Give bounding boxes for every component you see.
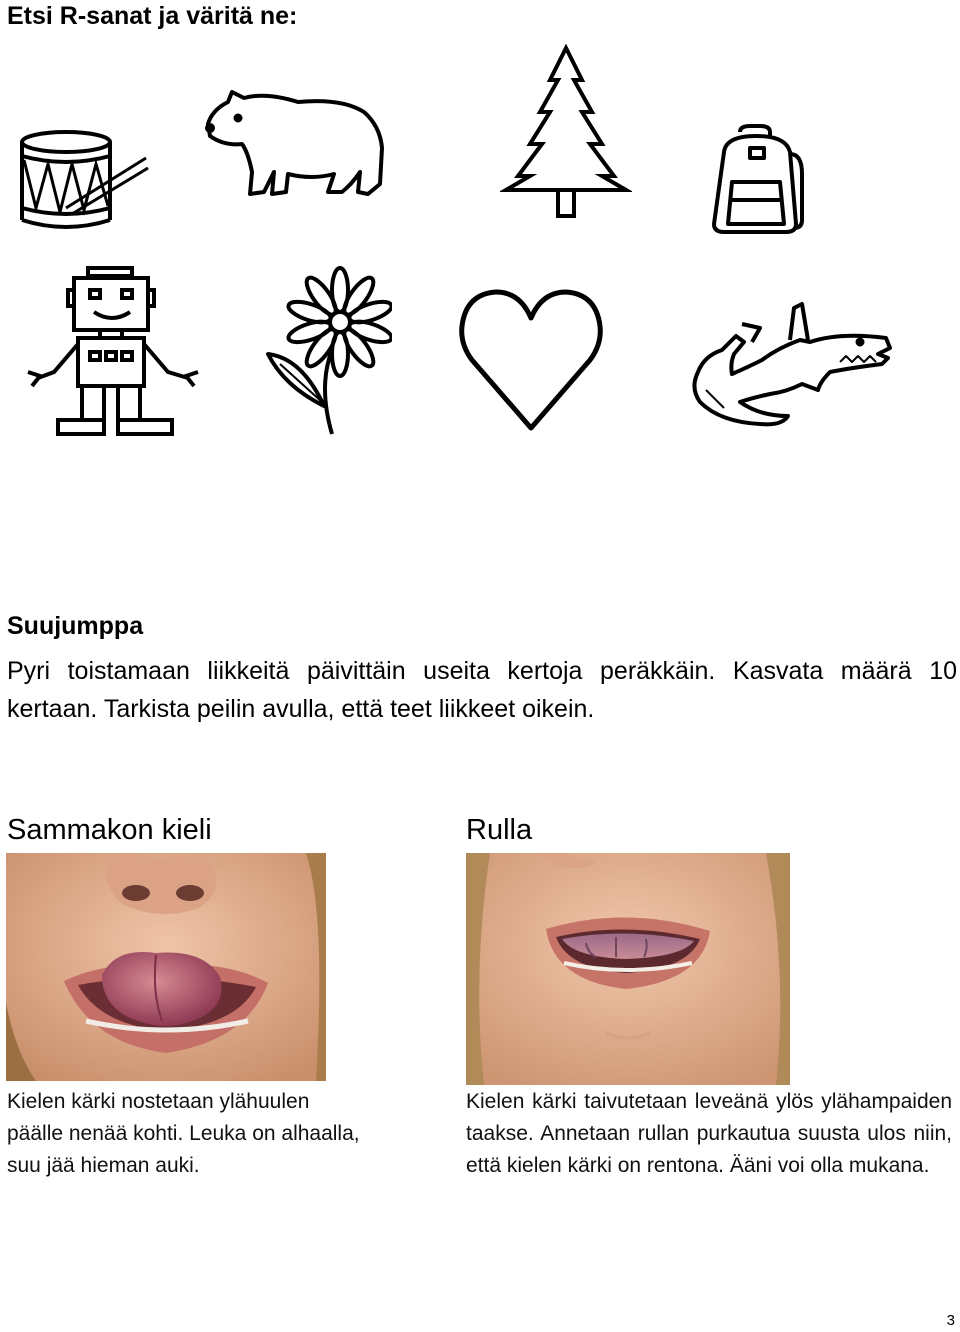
crocodile-icon [690, 298, 896, 430]
exercise-title-sammakon-kieli: Sammakon kieli [7, 814, 212, 846]
exercise-title-rulla: Rulla [466, 814, 533, 846]
bear-icon [202, 88, 388, 200]
page-number: 3 [946, 1312, 955, 1329]
heart-icon [458, 286, 604, 434]
section-title: Suujumppa [7, 612, 144, 640]
tongue-tip-up-photo [6, 853, 326, 1081]
exercise-caption-rulla: Kielen kärki taivutetaan leveänä ylös ylähampaiden taakse. Annetaan rullan purkautua suusta ulos niin, että kielen kärki on rentona. Ääni voi olla mukana. [466, 1090, 952, 1177]
tongue-roll-photo [466, 853, 790, 1085]
drum-icon [14, 128, 150, 232]
worksheet-heading: Etsi R-sanat ja väritä ne: [7, 2, 298, 30]
exercise-caption-sammakon-kieli: Kielen kärki nostetaan ylähuulen päälle nenää kohti. Leuka on alhaalla, suu jää hieman auki. [7, 1090, 360, 1177]
backpack-icon [710, 124, 806, 236]
spruce-tree-icon [500, 44, 632, 220]
robot-icon [18, 264, 208, 440]
flower-icon [262, 266, 392, 436]
section-intro: Pyri toistamaan liikkeitä päivittäin useita kertoja peräkkäin. Kasvata määrä 10 kertaan. Tarkista peilin avulla, että teet liikkeet oikein. [7, 657, 957, 723]
